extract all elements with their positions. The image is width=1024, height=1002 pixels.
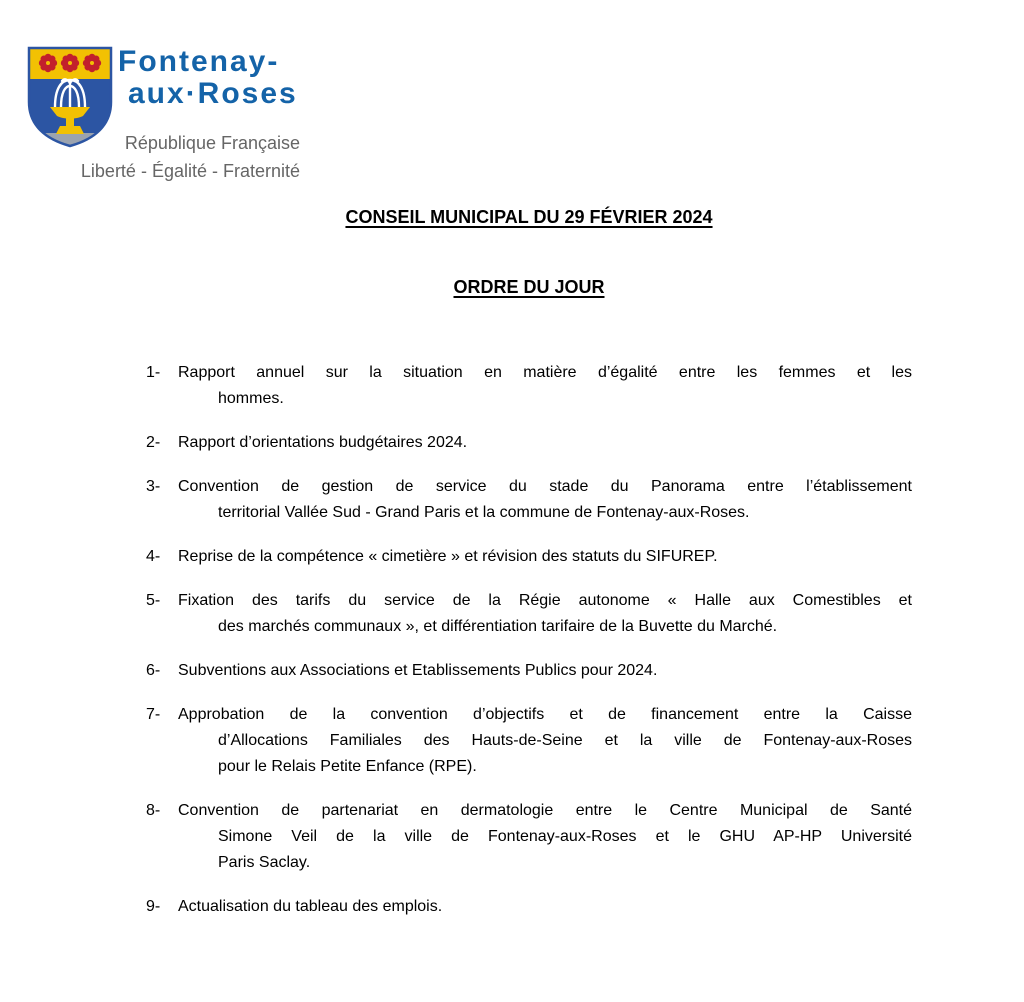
agenda-item	[146, 360, 912, 412]
logo-republic-line: République Française	[124, 133, 300, 153]
rose-icon	[39, 54, 101, 72]
agenda-item	[146, 894, 912, 920]
agenda-item-line: Convention de gestion de service du stade du Panorama entre l’établissement	[178, 478, 912, 495]
agenda-item	[146, 474, 912, 526]
agenda-item-number: 4-	[146, 548, 161, 565]
agenda-item-number: 3-	[146, 478, 161, 495]
agenda-item-number: 6-	[146, 662, 161, 679]
agenda-item-line: Rapport annuel sur la situation en matière d’égalité entre les femmes et les	[178, 364, 912, 381]
agenda-item-number: 8-	[146, 802, 161, 819]
agenda-list	[146, 360, 912, 920]
agenda-item-number: 5-	[146, 592, 161, 609]
agenda-item-line: Convention de partenariat en dermatologie entre le Centre Municipal de Santé	[178, 802, 912, 819]
agenda-item-line: territorial Vallée Sud - Grand Paris et la commune de Fontenay-aux-Roses.	[218, 504, 750, 521]
agenda-item-number: 1-	[146, 364, 161, 381]
agenda-item-line: Simone Veil de la ville de Fontenay-aux-Roses et le GHU AP-HP Université	[218, 828, 912, 845]
agenda-item-number: 2-	[146, 434, 161, 451]
agenda-item	[146, 702, 912, 780]
logo-city-line2: aux·Roses	[128, 77, 298, 110]
agenda-item	[146, 430, 912, 456]
agenda-item-line: hommes.	[218, 390, 284, 407]
agenda-item-number: 7-	[146, 706, 161, 723]
logo-motto-line: Liberté - Égalité - Fraternité	[80, 161, 300, 181]
agenda-item	[146, 658, 912, 684]
agenda-item-line: Paris Saclay.	[218, 854, 311, 871]
agenda-item-line: Approbation de la convention d’objectifs et de financement entre la Caisse	[178, 706, 912, 723]
logo-city-line1: Fontenay-	[118, 45, 280, 78]
agenda-item-line: Subventions aux Associations et Etablissements Publics pour 2024.	[178, 662, 658, 679]
agenda-item-line: Reprise de la compétence « cimetière » et révision des statuts du SIFUREP.	[178, 548, 718, 565]
agenda-item	[146, 798, 912, 876]
agenda-item	[146, 588, 912, 640]
agenda-item-line: Rapport d’orientations budgétaires 2024.	[178, 434, 468, 451]
agenda-item-line: des marchés communaux », et différentiation tarifaire de la Buvette du Marché.	[218, 618, 778, 635]
agenda-item-line: Fixation des tarifs du service de la Régie autonome « Halle aux Comestibles et	[178, 592, 912, 609]
document-body	[146, 0, 912, 938]
page-title: CONSEIL MUNICIPAL DU 29 FÉVRIER 2024	[345, 207, 713, 227]
page-subtitle: ORDRE DU JOUR	[453, 277, 605, 297]
agenda-item	[146, 544, 912, 570]
agenda-item-number: 9-	[146, 898, 161, 915]
agenda-item-line: d’Allocations Familiales des Hauts-de-Seine et la ville de Fontenay-aux-Roses	[218, 732, 912, 749]
agenda-item-line: Actualisation du tableau des emplois.	[178, 898, 443, 915]
agenda-item-line: pour le Relais Petite Enfance (RPE).	[218, 758, 477, 775]
